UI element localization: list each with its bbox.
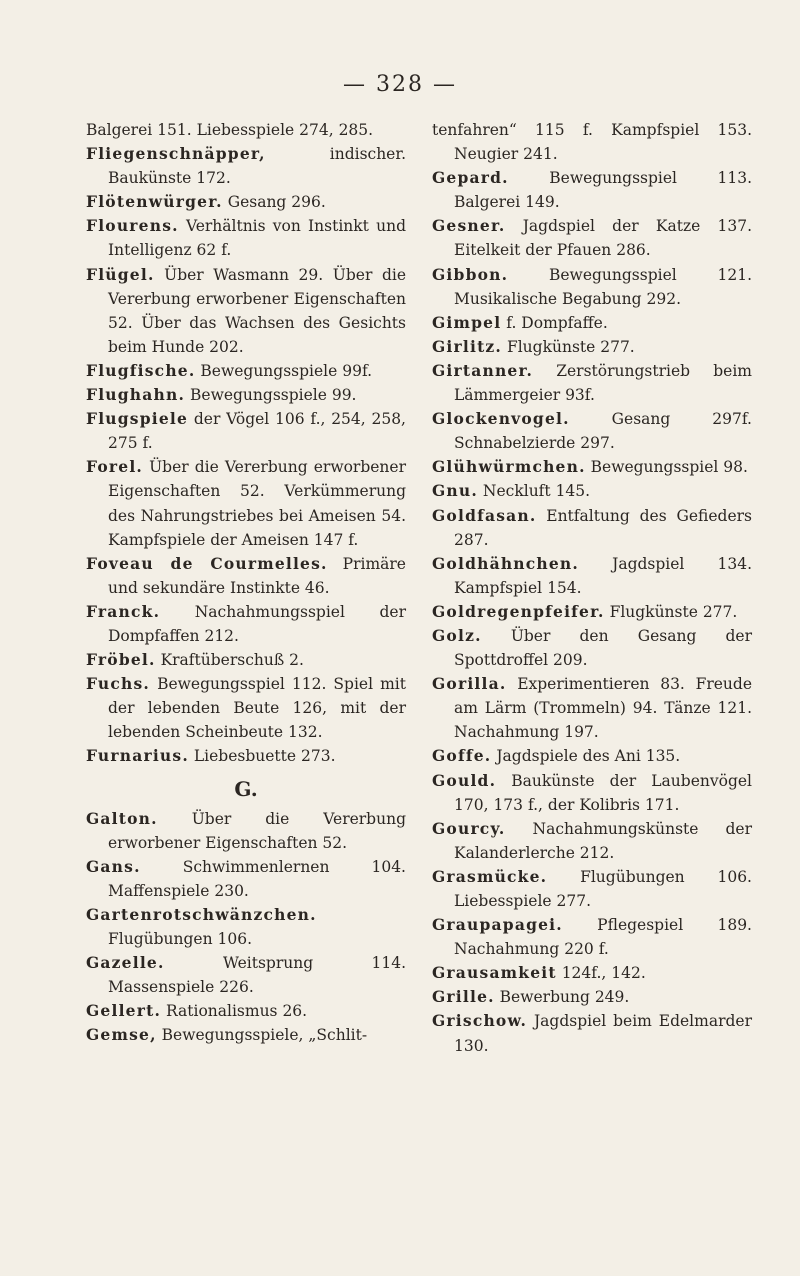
index-entry: Gourcy. Nachahmungskünste der Kalanderlerche 212. — [432, 818, 752, 862]
section-letter: G. — [234, 776, 258, 801]
index-entry: Golz. Über den Gesang der Spottdroffel 209. — [432, 625, 752, 670]
index-entry: Grischow. Jagdspiel beim Edelmarder 130. — [432, 1011, 752, 1055]
index-entry: Graupapagei. Pflegespiel 189. Nachahmung 220 f. — [432, 915, 752, 959]
index-entry: Grasmücke. Flugübungen 106. Liebesspiele 277. — [432, 866, 752, 910]
index-entry: Flugfische. Bewegungsspiele 99f. — [86, 360, 373, 380]
index-entry: Glühwürmchen. Bewegungsspiel 98. — [432, 457, 748, 477]
index-entry: Girtanner. Zerstörungstrieb beim Lämmergeier 93f. — [432, 360, 752, 405]
index-entry: Gnu. Neckluft 145. — [432, 481, 591, 501]
page-number: — 328 — — [343, 72, 457, 97]
index-entry: Grausamkeit 124f., 142. — [432, 963, 646, 983]
index-entry: Gimpel f. Dompfaffe. — [432, 312, 608, 332]
index-entry: Franck. Nachahmungsspiel der Dompfaffen 212. — [86, 601, 406, 645]
index-entry: Gibbon. Bewegungsspiel 121. Musikalische Begabung 292. — [432, 264, 752, 308]
index-column-left — [86, 118, 406, 1048]
index-entry: Gesner. Jagdspiel der Katze 137. Eitelkeit der Pfauen 286. — [432, 216, 752, 260]
index-entry: tenfahren“ 115 f. Kampfspiel 153. Neugier 241. — [432, 121, 752, 164]
index-entry: Goldregenpfeifer. Flugkünste 277. — [432, 601, 738, 621]
index-entry: Goffe. Jagdspiele des Ani 135. — [432, 746, 681, 766]
index-entry: Grille. Bewerbung 249. — [432, 987, 630, 1007]
index-entry: Fröbel. Kraftüberschuß 2. — [86, 650, 304, 670]
index-entry: Furnarius. Liebesbuette 273. — [86, 746, 336, 766]
index-entry: Gazelle. Weitsprung 114. Massenspiele 226. — [86, 953, 406, 997]
index-entry: Gemse, Bewegungsspiele, „Schlit- — [86, 1025, 368, 1045]
index-entry: Forel. Über die Vererbung erworbener Eigenschaften 52. Verkümmerung des Nahrungstriebes bei Ameisen 54. Kampfspiele der Ameisen 147 f. — [86, 457, 406, 549]
index-entry: Fuchs. Bewegungsspiel 112. Spiel mit der lebenden Beute 126, mit der lebenden Scheinbeute 132. — [86, 674, 406, 742]
index-entry: Galton. Über die Vererbung erworbener Eigenschaften 52. — [86, 808, 406, 852]
index-entry: Girlitz. Flugkünste 277. — [432, 336, 635, 356]
index-entry: Fliegenschnäpper, indischer. Baukünste 172. — [86, 144, 406, 188]
index-entry: Gans. Schwimmenlernen 104. Maffenspiele 230. — [86, 856, 406, 900]
index-entry: Balgerei 151. Liebesspiele 274, 285. — [86, 121, 374, 139]
index-entry: Foveau de Courmelles. Primäre und sekundäre Instinkte 46. — [86, 553, 406, 597]
index-entry: Flughahn. Bewegungsspiele 99. — [86, 385, 357, 405]
index-entry: Gepard. Bewegungsspiel 113. Balgerei 149. — [432, 168, 752, 212]
index-entry: Flügel. Über Wasmann 29. Über die Vererbung erworbener Eigenschaften 52. Über das Wachsen des Gesichts beim Hunde 202. — [86, 264, 406, 356]
index-column-right — [432, 118, 752, 1058]
index-entry: Flugspiele der Vögel 106 f., 254, 258, 275 f. — [86, 409, 406, 453]
index-entry: Gould. Baukünste der Laubenvögel 170, 173 f., der Kolibris 171. — [432, 770, 752, 814]
index-entry: Gartenrotschwänzchen. Flugübungen 106. — [86, 905, 317, 949]
index-entry: Goldhähnchen. Jagdspiel 134. Kampfspiel 154. — [432, 553, 752, 597]
index-entry: Glockenvogel. Gesang 297f. Schnabelzierde 297. — [432, 409, 752, 453]
index-entry: Flötenwürger. Gesang 296. — [86, 192, 326, 212]
index-entry: Gellert. Rationalismus 26. — [86, 1001, 308, 1021]
index-entry: Gorilla. Experimentieren 83. Freude am Lärm (Trommeln) 94. Tänze 121. Nachahmung 197. — [432, 674, 752, 742]
index-entry: Flourens. Verhältnis von Instinkt und Intelligenz 62 f. — [86, 216, 406, 260]
index-entry: Goldfasan. Entfaltung des Gefieders 287. — [432, 505, 752, 549]
